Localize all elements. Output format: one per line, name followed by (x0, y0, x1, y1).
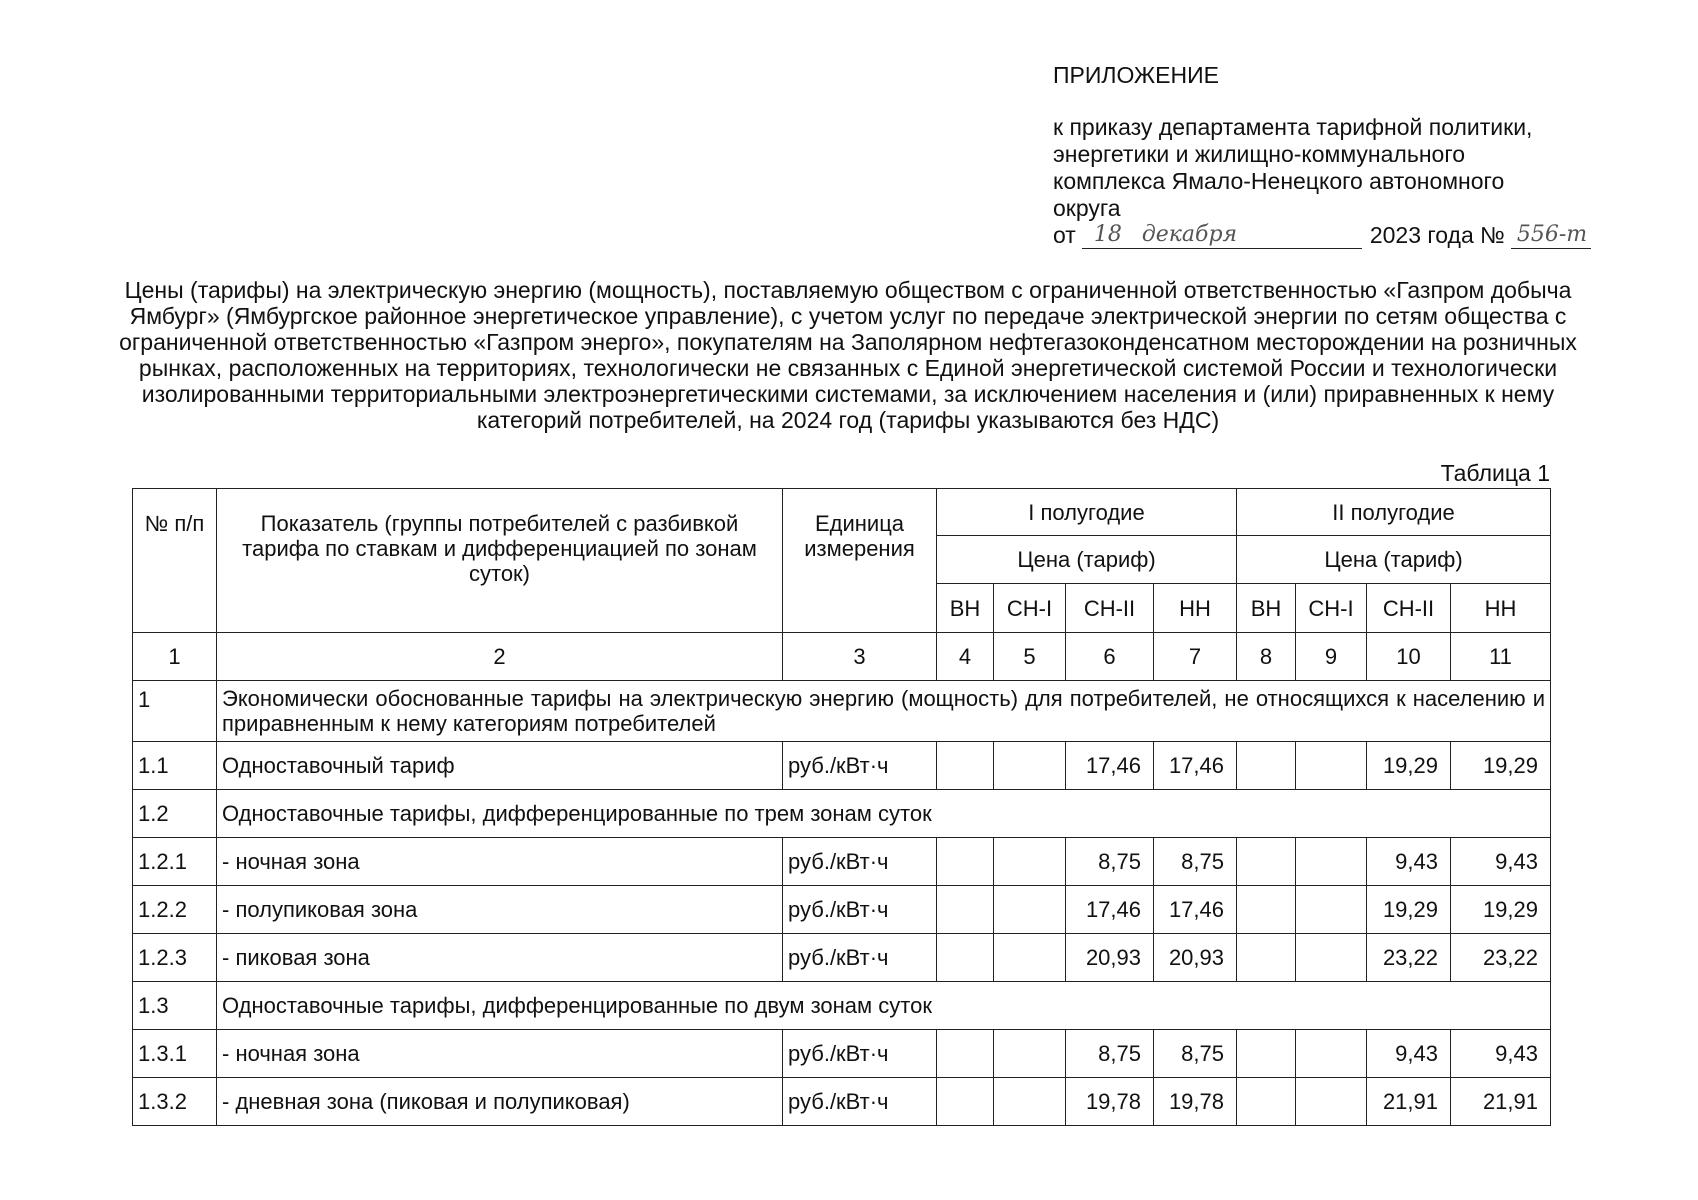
row-num: 1.2.1 (133, 838, 217, 886)
header-indicator: Показатель (группы потребителей с разбивкой тарифа по ставкам и дифференциацией по зонам суток) (217, 489, 783, 633)
column-number: 5 (994, 633, 1066, 681)
handwritten-day: 18 (1093, 222, 1122, 247)
value-cell: 17,46 (1066, 886, 1154, 934)
table-row-section (133, 681, 1551, 742)
column-number: 2 (217, 633, 783, 681)
value-cell (1237, 934, 1296, 982)
row-unit: руб./кВт·ч (783, 742, 937, 790)
value-cell (1296, 886, 1367, 934)
table-body (133, 681, 1551, 1126)
value-cell (1296, 1030, 1367, 1078)
value-cell: 9,43 (1451, 1030, 1551, 1078)
value-cell: 23,22 (1451, 934, 1551, 982)
header-price-half1: Цена (тариф) (937, 536, 1237, 584)
table-row (133, 934, 1551, 982)
row-name: - полупиковая зона (217, 886, 783, 934)
value-cell (937, 838, 994, 886)
value-cell (1296, 838, 1367, 886)
header-level: ВН (1237, 584, 1296, 633)
header-price-half2: Цена (тариф) (1237, 536, 1551, 584)
row-name: - ночная зона (217, 838, 783, 886)
value-cell: 17,46 (1154, 886, 1237, 934)
column-number: 3 (783, 633, 937, 681)
column-number: 11 (1451, 633, 1551, 681)
table-row (133, 1078, 1551, 1126)
value-cell: 19,78 (1154, 1078, 1237, 1126)
handwritten-order-number: 556-т (1516, 222, 1588, 247)
column-number: 4 (937, 633, 994, 681)
order-date-blank (1082, 224, 1362, 249)
row-num: 1.3 (133, 982, 217, 1030)
row-name: - пиковая зона (217, 934, 783, 982)
table-row (133, 742, 1551, 790)
row-name: - ночная зона (217, 1030, 783, 1078)
row-unit: руб./кВт·ч (783, 1078, 937, 1126)
header-level: СН-II (1066, 584, 1154, 633)
row-unit: руб./кВт·ч (783, 838, 937, 886)
value-cell: 8,75 (1154, 838, 1237, 886)
value-cell: 19,29 (1367, 742, 1451, 790)
value-cell (1296, 934, 1367, 982)
appendix-title: ПРИЛОЖЕНИЕ (1053, 62, 1219, 88)
value-cell: 21,91 (1451, 1078, 1551, 1126)
order-line (1053, 222, 1613, 249)
value-cell (937, 934, 994, 982)
value-cell (994, 1078, 1066, 1126)
document-title: Цены (тарифы) на электрическую энергию (мощность), поставляемую обществом с ограниченной ответственностью «Газпром добыча Ямбург» (Ямбургское районное энергетическое управление), с учетом услуг по передаче электрической энергии по сетям общества с ограниченной ответственностью «Газпром энерго», покупателям на Заполярном нефтегазоконденсатном месторождении на розничных рынках, расположенных на территориях, технологически не связанных с Единой энергетической системой России и технологически изолированными территориальными электроэнергетическими системами, за исключением населения и (или) приравненных к нему категорий потребителей, на 2024 год (тарифы указываются без НДС) (119, 277, 1577, 433)
appendix-ref-line: комплекса Ямало-Ненецкого автономного (1053, 168, 1505, 194)
table-row-section (133, 790, 1551, 838)
value-cell: 8,75 (1154, 1030, 1237, 1078)
appendix-ref-line: к приказу департамента тарифной политики, (1053, 114, 1533, 140)
value-cell: 9,43 (1367, 1030, 1451, 1078)
table-row-section (133, 982, 1551, 1030)
row-unit: руб./кВт·ч (783, 886, 937, 934)
header-num: № п/п (133, 489, 217, 633)
column-number: 8 (1237, 633, 1296, 681)
value-cell (937, 1078, 994, 1126)
table-label: Таблица 1 (1440, 460, 1550, 486)
value-cell (994, 838, 1066, 886)
row-num: 1.2.3 (133, 934, 217, 982)
column-number: 7 (1154, 633, 1237, 681)
header-unit: Единица измерения (783, 489, 937, 633)
row-unit: руб./кВт·ч (783, 934, 937, 982)
row-num: 1.2.2 (133, 886, 217, 934)
order-prefix: от (1053, 222, 1076, 248)
row-name: - дневная зона (пиковая и полупиковая) (217, 1078, 783, 1126)
row-num: 1 (133, 681, 217, 742)
value-cell: 19,29 (1367, 886, 1451, 934)
value-cell (1296, 742, 1367, 790)
header-half1: I полугодие (937, 489, 1237, 536)
value-cell (937, 886, 994, 934)
row-num: 1.1 (133, 742, 217, 790)
value-cell: 19,29 (1451, 886, 1551, 934)
value-cell (994, 1030, 1066, 1078)
table-row (133, 886, 1551, 934)
value-cell: 21,91 (1367, 1078, 1451, 1126)
value-cell: 8,75 (1066, 838, 1154, 886)
header-level: НН (1154, 584, 1237, 633)
value-cell (1237, 1030, 1296, 1078)
tariff-table (132, 488, 1551, 1126)
value-cell (994, 742, 1066, 790)
section-text: Экономически обоснованные тарифы на электрическую энергию (мощность) для потребителей, не относящихся к населению и приравненным к нему категориям потребителей (217, 681, 1551, 742)
value-cell (937, 1030, 994, 1078)
value-cell: 9,43 (1367, 838, 1451, 886)
order-year-text: 2023 года № (1369, 222, 1505, 248)
header-level: НН (1451, 584, 1551, 633)
value-cell (1237, 886, 1296, 934)
value-cell: 19,78 (1066, 1078, 1154, 1126)
value-cell: 23,22 (1367, 934, 1451, 982)
value-cell: 8,75 (1066, 1030, 1154, 1078)
value-cell: 17,46 (1154, 742, 1237, 790)
row-num: 1.3.1 (133, 1030, 217, 1078)
value-cell (994, 934, 1066, 982)
value-cell (1237, 1078, 1296, 1126)
table-row (133, 838, 1551, 886)
column-number: 9 (1296, 633, 1367, 681)
appendix-block (1053, 62, 1613, 249)
value-cell (1237, 742, 1296, 790)
value-cell: 19,29 (1451, 742, 1551, 790)
column-number: 10 (1367, 633, 1451, 681)
row-name: Одноставочный тариф (217, 742, 783, 790)
order-number-blank (1511, 224, 1591, 249)
section-text: Одноставочные тарифы, дифференцированные по двум зонам суток (217, 982, 1551, 1030)
value-cell: 9,43 (1451, 838, 1551, 886)
column-number: 6 (1066, 633, 1154, 681)
row-unit: руб./кВт·ч (783, 1030, 937, 1078)
value-cell (994, 886, 1066, 934)
header-level: СН-II (1367, 584, 1451, 633)
header-level: СН-I (994, 584, 1066, 633)
column-number: 1 (133, 633, 217, 681)
value-cell (1296, 1078, 1367, 1126)
value-cell: 17,46 (1066, 742, 1154, 790)
value-cell (937, 742, 994, 790)
row-num: 1.2 (133, 790, 217, 838)
handwritten-month: декабря (1141, 222, 1238, 247)
value-cell: 20,93 (1154, 934, 1237, 982)
value-cell: 20,93 (1066, 934, 1154, 982)
header-level: СН-I (1296, 584, 1367, 633)
appendix-ref-line: округа (1053, 195, 1121, 221)
table-row (133, 1030, 1551, 1078)
row-num: 1.3.2 (133, 1078, 217, 1126)
value-cell (1237, 838, 1296, 886)
header-level: ВН (937, 584, 994, 633)
section-text: Одноставочные тарифы, дифференцированные по трем зонам суток (217, 790, 1551, 838)
header-half2: II полугодие (1237, 489, 1551, 536)
appendix-ref-line: энергетики и жилищно-коммунального (1053, 141, 1465, 167)
